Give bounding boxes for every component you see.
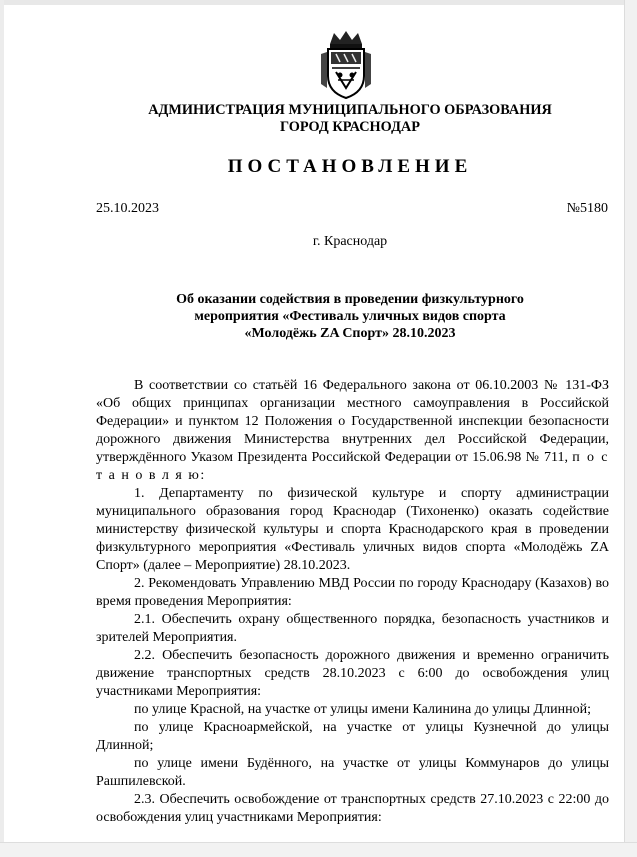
document-title (120, 291, 580, 342)
document-body (96, 377, 609, 827)
paragraph-2: 2. Рекомендовать Управлению МВД России по городу Краснодару (Казахов) во время проведения Мероприятия: (96, 576, 609, 609)
organization-name (100, 102, 600, 136)
coat-of-arms-icon (318, 30, 374, 100)
title-line-1: Об оказании содействия в проведении физкультурного (176, 292, 524, 307)
document-city: г. Краснодар (312, 234, 388, 249)
paragraph-2-2: 2.2. Обеспечить безопасность дорожного движения и временно ограничить движение транспортных средств 28.10.2023 с 6:00 до освобождения улиц участниками Мероприятия: (96, 648, 609, 699)
title-line-2: мероприятия «Фестиваль уличных видов спорта (194, 309, 506, 324)
street-item-3: по улице имени Будённого, на участке от улицы Коммунаров до улицы Рашпилевской. (96, 756, 609, 789)
paragraph-1: 1. Департаменту по физической культуре и спорту администрации муниципального образования город Краснодар (Тихоненко) оказать содействие министерству физической культуры и спорта Краснодарского края в проведении физкультурного мероприятия «Фестиваль уличных видов спорта «Молодёжь ZA Спорт» (далее – Мероприятие) 28.10.2023. (96, 486, 609, 573)
organization-line-2: ГОРОД КРАСНОДАР (280, 119, 420, 135)
scan-frame-top (0, 0, 637, 5)
street-item-2: по улице Красноармейской, на участке от улицы Кузнечной до улицы Длинной; (96, 720, 609, 753)
scan-frame-right (624, 0, 637, 857)
title-line-3: «Молодёжь ZA Спорт» 28.10.2023 (244, 326, 456, 341)
organization-line-1: АДМИНИСТРАЦИЯ МУНИЦИПАЛЬНОГО ОБРАЗОВАНИЯ (148, 102, 552, 118)
preamble-text: В соответствии со статьёй 16 Федерального закона от 06.10.2003 № 131-ФЗ «Об общих принципах организации местного самоуправления в Российской Федерации» и пунктом 12 Положения о Государственной инспекции безопасности дорожного движения Министерства внутренних дел Российской Федерации, утверждённого Указом Президента Российской Федерации от 15.06.98 № 711, (96, 378, 609, 465)
document-type: ПОСТАНОВЛЕНИЕ (227, 156, 473, 177)
street-item-1: по улице Красной, на участке от улицы имени Калинина до улицы Длинной; (134, 702, 591, 717)
decree-word: п о с т а н о в л я ю: (96, 450, 610, 483)
paragraph-2-1: 2.1. Обеспечить охрану общественного порядка, безопасность участников и зрителей Мероприятия. (96, 612, 609, 645)
document-date: 25.10.2023 (96, 201, 159, 216)
preamble-paragraph (96, 377, 609, 485)
scan-frame-left (0, 0, 4, 857)
scan-frame-bottom (0, 842, 637, 857)
paragraph-2-3: 2.3. Обеспечить освобождение от транспортных средств 27.10.2023 с 22:00 до освобождения улиц участниками Мероприятия: (96, 792, 609, 825)
document-number: №5180 (566, 201, 608, 216)
